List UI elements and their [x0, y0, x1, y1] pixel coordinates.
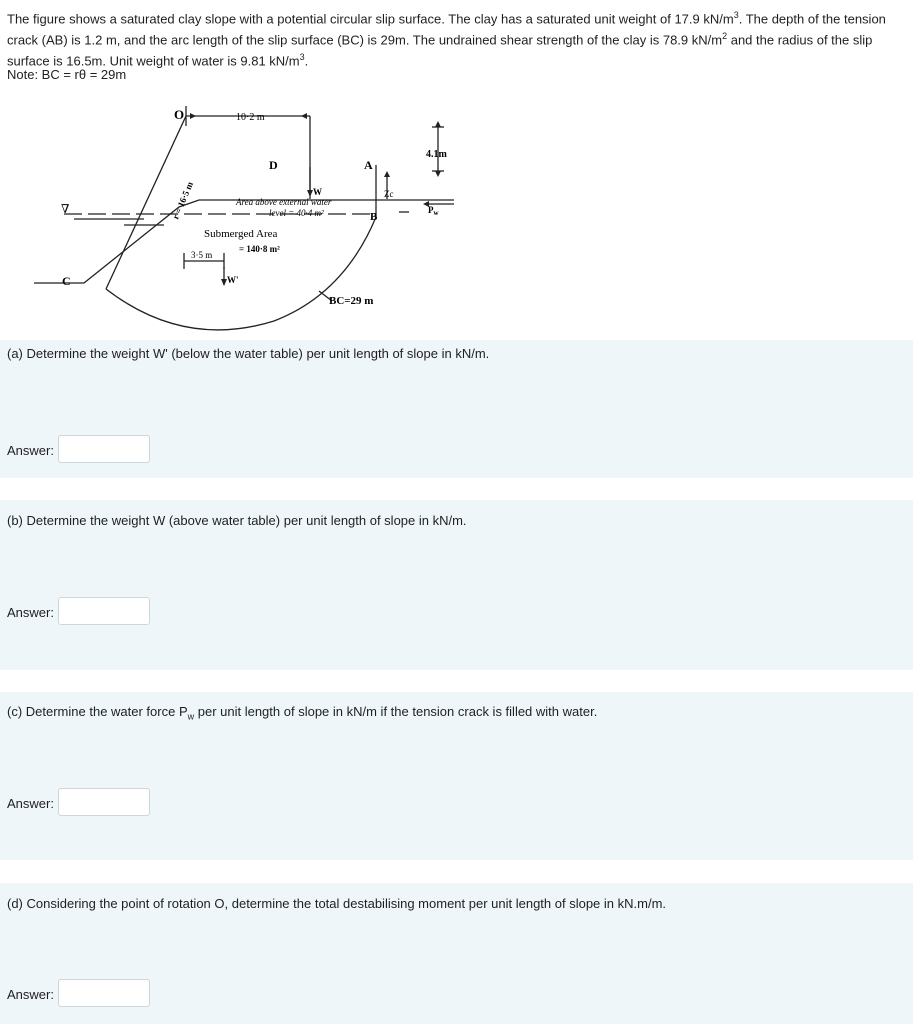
dim-OD: 10·2 m [236, 112, 265, 123]
dim-3-5m: 3·5 m [191, 250, 213, 260]
answer-label-a: Answer: [7, 443, 54, 458]
problem-statement [7, 7, 902, 69]
label-Pw: $P_w$ [428, 205, 439, 217]
statement-part-4: . [304, 52, 309, 68]
answer-input-a[interactable] [58, 435, 150, 463]
statement-part-2: . The depth of the tension crack (AB) is 1.2 m, and the arc length of the slip surface (BC) is 29m. The undrained shear strength of the clay is 78.9 kN/m [7, 11, 886, 48]
submerged-area-line-1: Submerged Area [204, 228, 278, 240]
answer-label-c: Answer: [7, 796, 54, 811]
label-D: D [269, 158, 278, 172]
statement-part-1: The figure shows a saturated clay slope with a potential circular slip surface. The clay has a saturated unit weight of 17.9 kN/m [7, 11, 734, 27]
question-c-text: (c) Determine the water force $P_w$ per unit length of slope in kN/m if the tension crack is filled with water. [7, 704, 598, 722]
radius-line [106, 116, 186, 289]
unit-superscript: 3 [733, 10, 739, 20]
unit-superscript: 3 [299, 51, 305, 62]
question-intro [0, 0, 913, 340]
label-A: A [364, 158, 373, 172]
label-C: C [62, 274, 71, 288]
answer-label-b: Answer: [7, 605, 54, 620]
radius-label: r = 16·5 m [170, 180, 196, 221]
question-b-panel [0, 500, 913, 670]
answer-input-c[interactable] [58, 788, 150, 816]
slope-figure [14, 89, 469, 333]
arc-length-label: BC=29 m [329, 295, 374, 307]
slope-diagram [14, 89, 469, 333]
submerged-area-line-2: = 140·8 m² [239, 244, 280, 254]
question-d-panel [0, 883, 913, 1024]
label-O: O [174, 107, 185, 122]
answer-input-d[interactable] [58, 979, 150, 1007]
question-c-panel [0, 692, 913, 860]
label-Zc: Zc [384, 189, 394, 199]
question-d-text: (d) Considering the point of rotation O, determine the total destabilising moment per unit length of slope in kN.m/m. [7, 896, 667, 911]
unit-superscript: 2 [722, 30, 728, 41]
statement-part-3: and the radius of the slip surface is 16.5m. Unit weight of water is 9.81 kN/m [7, 32, 873, 68]
label-W: W [313, 187, 322, 197]
note-text: Note: BC = rθ = 29m [7, 67, 127, 82]
answer-label-d: Answer: [7, 987, 54, 1002]
area-above-line-2: level = 40·4 m² [269, 208, 324, 218]
question-a-text: (a) Determine the weight W' (below the water table) per unit length of slope in kN/m. [7, 346, 490, 361]
label-B: B [370, 211, 378, 223]
area-above-line-1: Area above external water [236, 197, 332, 207]
question-a-panel [0, 340, 913, 478]
answer-input-b[interactable] [58, 597, 150, 625]
slope-ground-line [34, 200, 454, 283]
dim-crack-depth: 4.1m [426, 149, 447, 160]
label-W-prime: W' [227, 275, 239, 285]
water-table-symbol: ∇ [61, 202, 70, 216]
question-b-text: (b) Determine the weight W (above water table) per unit length of slope in kN/m. [7, 513, 467, 528]
